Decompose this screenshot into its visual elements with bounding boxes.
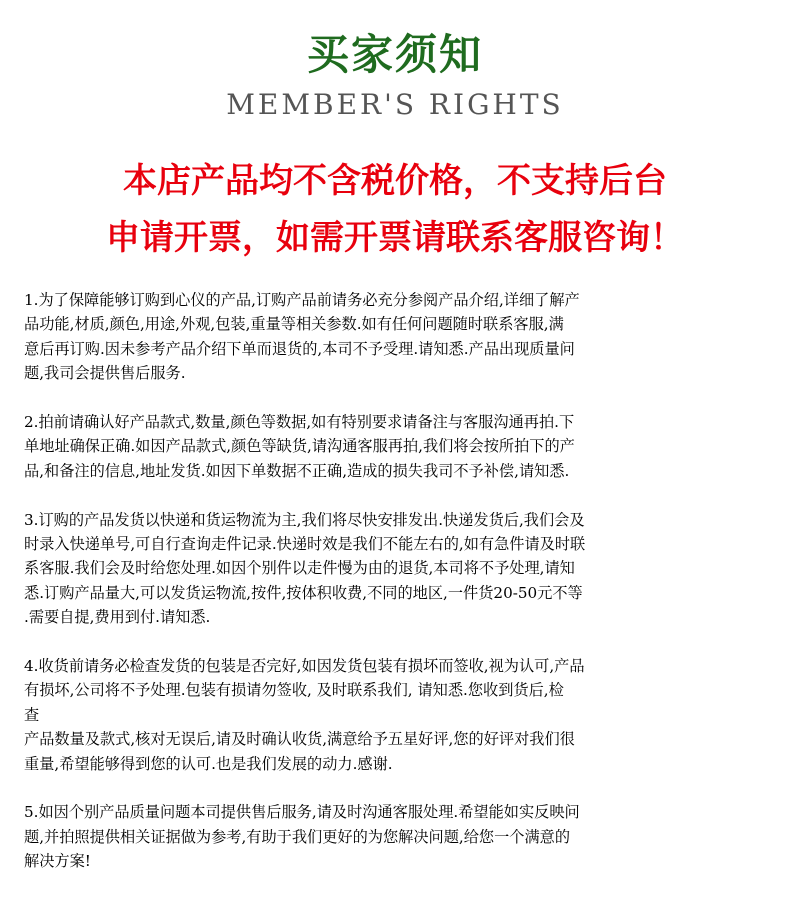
paragraph-line: 系客服.我们会及时给您处理.如因个别件以走件慢为由的退货,本司将不予处理,请知 [24,559,575,578]
terms-paragraph-5 [24,800,776,873]
paragraph-line: 时录入快递单号,可自行查询走件记录.快递时效是我们不能左右的,如有急件请及时联 [24,535,586,554]
paragraph-line: .需要自提,费用到付.请知悉. [24,608,211,627]
paragraph-line: 有损坏,公司将不予处理.包装有损请勿签收, 及时联系我们, 请知悉.您收到货后,检 [24,681,564,700]
terms-paragraph-2 [24,410,776,483]
paragraph-line: 重量,希望能够得到您的认可.也是我们发展的动力.感谢. [24,754,393,773]
tax-notice-line-2: 申请开票，如需开票请联系客服咨询！ [106,218,684,258]
paragraph-line: 品,和备注的信息,地址发货.如因下单数据不正确,造成的损失我司不予补偿,请知悉. [24,461,570,480]
paragraph-line: 查 [24,705,40,724]
paragraph-line: 品功能,材质,颜色,用途,外观,包装,重量等相关参数.如有任何问题随时联系客服,满 [24,315,564,334]
terms-paragraph-1 [24,288,776,386]
paragraph-line: 4.收货前请务必检查发货的包装是否完好,如因发货包装有损坏而签收,视为认可,产品 [24,657,585,676]
page-subtitle: MEMBER'S RIGHTS [226,88,564,121]
page-title: 买家须知 [306,30,483,79]
paragraph-line: 悉.订购产品量大,可以发货运物流,按件,按体积收费,不同的地区,一件货20-50元不等 [24,583,583,602]
paragraph-line: 题,我司会提供售后服务. [24,364,186,383]
paragraph-line: 题,并拍照提供相关证据做为参考,有助于我们更好的为您解决问题,给您一个满意的 [24,827,571,846]
paragraph-line: 3.订购的产品发货以快递和货运物流为主,我们将尽快安排发出.快递发货后,我们会及 [24,510,585,529]
tax-notice-line-1: 本店产品均不含税价格，不支持后台 [123,161,667,201]
paragraph-line: 1.为了保障能够订购到心仪的产品,订购产品前请务必充分参阅产品介绍,详细了解产 [24,291,580,309]
paragraph-line: 5.如因个别产品质量问题本司提供售后服务,请及时沟通客服处理.希望能如实反映问 [24,803,580,822]
paragraph-line: 2.拍前请确认好产品款式,数量,颜色等数据,如有特别要求请备注与客服沟通再拍.下 [24,413,575,432]
paragraph-line: 产品数量及款式,核对无误后,请及时确认收货,满意给予五星好评,您的好评对我们很 [24,730,575,749]
paragraph-line: 解决方案! [24,852,91,871]
paragraph-line: 单地址确保正确.如因产品款式,颜色等缺货,请沟通客服再拍,我们将会按所拍下的产 [24,437,575,456]
terms-paragraph-3 [24,508,776,630]
paragraph-line: 意后再订购.因未参考产品介绍下单而退货的,本司不予受理.请知悉.产品出现质量问 [24,339,575,358]
terms-paragraph-4 [24,654,776,776]
terms-body [24,288,776,898]
